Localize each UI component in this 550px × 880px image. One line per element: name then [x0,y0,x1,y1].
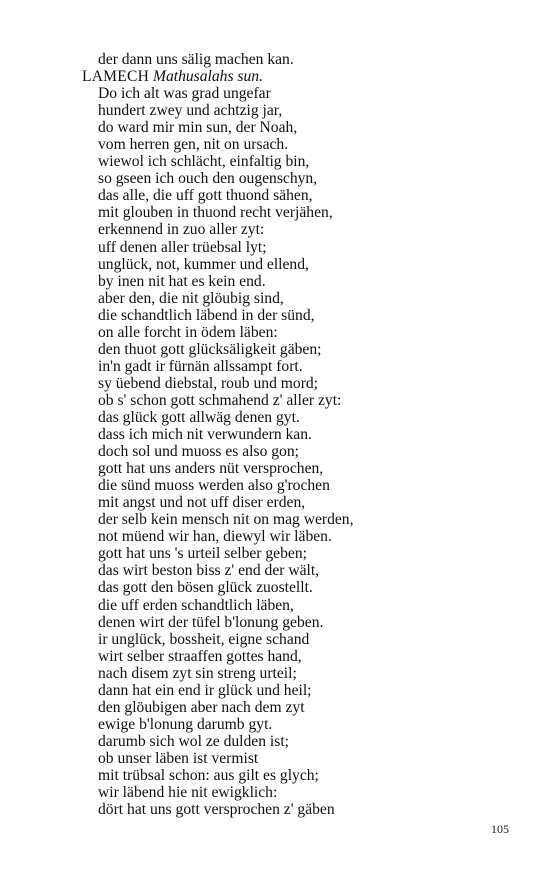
verse-line: ob s' schon gott schmahend z' aller zyt: [98,391,342,409]
verse-line: sy üebend diebstal, roub und mord; [98,374,319,392]
verse-line: hundert zwey und achtzig jar, [98,102,283,120]
verse-line: wir läbend hie nit ewigklich: [98,784,278,802]
verse-line: die sünd muoss werden also g'rochen [98,477,330,495]
verse-line: so gseen ich ouch den ougenschyn, [98,170,318,188]
verse-text [82,51,522,818]
verse-line: Do ich alt was grad ungefar [98,85,271,103]
verse-line: by inen nit hat es kein end. [98,272,266,290]
verse-line: doch sol und muoss es also gon; [98,443,299,461]
verse-line: gott hat uns 's urteil selber geben; [98,545,307,563]
verse-line: das gott den bösen glück zuostellt. [98,579,313,597]
verse-line: das glück gott allwäg denen gyt. [98,408,300,426]
speaker-name: LAMECH [82,68,150,86]
verse-line: darumb sich wol ze dulden ist; [98,732,289,750]
verse-line: den thuot gott glücksäligkeit gäben; [98,340,322,358]
verse-line: do ward mir min sun, der Noah, [98,119,298,137]
page-number: 105 [491,822,509,836]
verse-line: unglück, not, kummer und ellend, [98,255,309,273]
speaker-heading [82,68,522,85]
verse-line: die uff erden schandtlich läben, [98,596,294,614]
verse-line: uff denen aller trüebsal lyt; [98,238,267,256]
verse-line: der dann uns sälig machen kan. [98,51,294,68]
verse-line: mit angst und not uff diser erden, [98,494,306,512]
verse-line: der selb kein mensch nit on mag werden, [98,511,354,529]
verse-line: ewige b'lonung darumb gyt. [98,715,273,733]
verse-line: wiewol ich schlächt, einfaltig bin, [98,153,310,171]
verse-line: ob unser läben ist vermist [98,749,259,767]
verse-line: dass ich mich nit verwundern kan. [98,426,312,444]
verse-line: erkennend in zuo aller zyt: [98,221,265,239]
verse-line: mit trübsal schon: aus gilt es glych; [98,766,319,784]
verse-line: gott hat uns anders nüt versprochen, [98,460,324,478]
verse-line: dört hat uns gott versprochen z' gäben [98,801,335,819]
verse-line: die schandtlich läbend in der sünd, [98,306,315,324]
verse-line: in'n gadt ir fürnän allssampt fort. [98,357,303,375]
verse-line: nach disem zyt sin streng urteil; [98,664,297,682]
verse-line: mit glouben in thuond recht verjähen, [98,204,333,222]
verse-line: den glöubigen aber nach dem zyt [98,698,305,716]
verse-line: wirt selber straaffen gottes hand, [98,647,302,665]
verse-line: aber den, die nit glöubig sind, [98,289,284,307]
verse-line: denen wirt der tüfel b'lonung geben. [98,613,324,631]
verse-line: not müend wir han, diewyl wir läben. [98,528,332,546]
verse-line: ir unglück, bossheit, eigne schand [98,630,310,648]
verse-line: dann hat ein end ir glück und heil; [98,681,312,699]
speaker-role: Mathusalahs sun. [152,68,263,86]
verse-line: on alle forcht in ödem läben: [98,323,278,341]
verse-line: das alle, die uff gott thuond sähen, [98,187,313,205]
verse-line: vom herren gen, nit on ursach. [98,136,289,154]
verse-line: das wirt beston biss z' end der wält, [98,562,320,580]
